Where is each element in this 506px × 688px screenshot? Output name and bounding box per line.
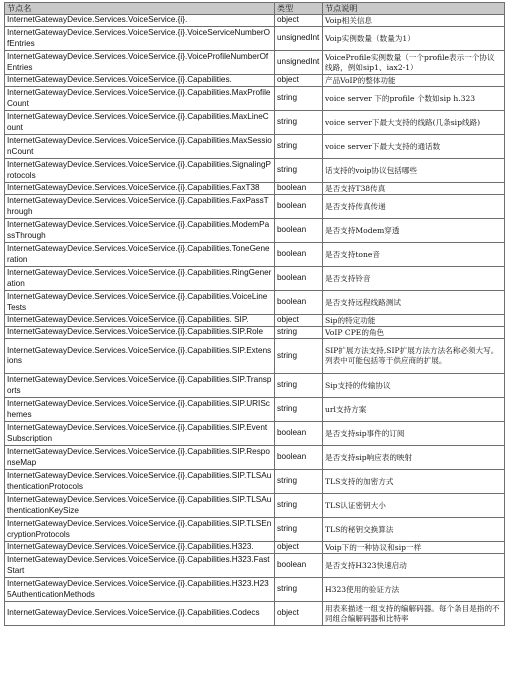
type-cell: string <box>275 578 323 602</box>
table-row <box>5 315 505 327</box>
node-name-cell: InternetGatewayDevice.Services.VoiceService.{i}.Capabilities.ToneGeneration <box>5 243 275 267</box>
table-row <box>5 578 505 602</box>
node-name-cell: InternetGatewayDevice.Services.VoiceService.{i}.Capabilities.H323.H235AuthenticationMethods <box>5 578 275 602</box>
type-cell: boolean <box>275 267 323 291</box>
type-cell: string <box>275 494 323 518</box>
table-row <box>5 398 505 422</box>
type-cell: unsignedInt <box>275 51 323 75</box>
node-name-cell: InternetGatewayDevice.Services.VoiceService.{i}.Capabilities.SIP.ResponseMap <box>5 446 275 470</box>
node-name-cell: InternetGatewayDevice.Services.VoiceService.{i}.VoiceProfileNumberOfEntries <box>5 51 275 75</box>
node-name-cell: InternetGatewayDevice.Services.VoiceService.{i}.Capabilities.SIP.Transports <box>5 374 275 398</box>
node-name-cell: InternetGatewayDevice.Services.VoiceService.{i}.Capabilities.SignalingProtocols <box>5 159 275 183</box>
table-row <box>5 291 505 315</box>
node-name-cell: InternetGatewayDevice.Services.VoiceService.{i}.VoiceServiceNumberOfEntries <box>5 27 275 51</box>
description-cell: 是否支持远程线路测试 <box>323 291 505 315</box>
description-cell: TLS的秘钥交换算法 <box>323 518 505 542</box>
table-row <box>5 327 505 339</box>
node-name-cell: InternetGatewayDevice.Services.VoiceService.{i}.Capabilities.RingGeneration <box>5 267 275 291</box>
table-row <box>5 135 505 159</box>
node-table <box>4 2 505 626</box>
type-cell: boolean <box>275 195 323 219</box>
description-cell: 是否支持sip响应表的映射 <box>323 446 505 470</box>
description-cell: 是否支持传真传递 <box>323 195 505 219</box>
type-cell: boolean <box>275 243 323 267</box>
type-cell: string <box>275 518 323 542</box>
node-name-cell: InternetGatewayDevice.Services.VoiceService.{i}.Capabilities.SIP.Role <box>5 327 275 339</box>
type-cell: string <box>275 374 323 398</box>
description-cell: 是否支持tone音 <box>323 243 505 267</box>
table-row <box>5 518 505 542</box>
type-cell: boolean <box>275 446 323 470</box>
type-cell: string <box>275 327 323 339</box>
header-node-name: 节点名 <box>5 3 275 15</box>
description-cell: SIP扩展方法支持,SIP扩展方法方法名称必须大写。列表中可能包括等于供应商的扩展。 <box>323 339 505 374</box>
type-cell: string <box>275 339 323 374</box>
type-cell: object <box>275 75 323 87</box>
node-name-cell: InternetGatewayDevice.Services.VoiceService.{i}. <box>5 15 275 27</box>
description-cell: 是否支持Modem穿透 <box>323 219 505 243</box>
description-cell: 产品VoIP的整体功能 <box>323 75 505 87</box>
table-row <box>5 422 505 446</box>
description-cell: Voip下的一种协议和sip一样 <box>323 542 505 554</box>
type-cell: object <box>275 15 323 27</box>
type-cell: boolean <box>275 554 323 578</box>
table-row <box>5 267 505 291</box>
type-cell: boolean <box>275 219 323 243</box>
description-cell: VoiceProfile实例数量（一个profile表示一个协议线路，例如sip1、iax2-1） <box>323 51 505 75</box>
table-row <box>5 27 505 51</box>
node-name-cell: InternetGatewayDevice.Services.VoiceService.{i}.Capabilities.SIP.TLSAuthenticationProtocols <box>5 470 275 494</box>
node-name-cell: InternetGatewayDevice.Services.VoiceService.{i}.Capabilities. <box>5 75 275 87</box>
node-name-cell: InternetGatewayDevice.Services.VoiceService.{i}.Capabilities.SIP.TLSAuthenticationKeySize <box>5 494 275 518</box>
node-name-cell: InternetGatewayDevice.Services.VoiceService.{i}.Capabilities.MaxLineCount <box>5 111 275 135</box>
description-cell: voice server下最大支持的通话数 <box>323 135 505 159</box>
description-cell: TLS认证密钥大小 <box>323 494 505 518</box>
table-row <box>5 243 505 267</box>
table-row <box>5 159 505 183</box>
description-cell: 是否支持铃音 <box>323 267 505 291</box>
type-cell: string <box>275 470 323 494</box>
table-row <box>5 339 505 374</box>
table-row <box>5 195 505 219</box>
type-cell: object <box>275 542 323 554</box>
node-name-cell: InternetGatewayDevice.Services.VoiceService.{i}.Capabilities.MaxSessionCount <box>5 135 275 159</box>
node-name-cell: InternetGatewayDevice.Services.VoiceService.{i}.Capabilities.FaxPassThrough <box>5 195 275 219</box>
header-type: 类型 <box>275 3 323 15</box>
description-cell: Sip支持的传输协议 <box>323 374 505 398</box>
type-cell: string <box>275 111 323 135</box>
table-row <box>5 87 505 111</box>
type-cell: boolean <box>275 422 323 446</box>
description-cell: 是否支持T38传真 <box>323 183 505 195</box>
node-name-cell: InternetGatewayDevice.Services.VoiceService.{i}.Capabilities.H323.FastStart <box>5 554 275 578</box>
table-row <box>5 494 505 518</box>
description-cell: 用表来描述一组支持的编解码器。每个条目是指的不同组合编解码器和比特率 <box>323 602 505 626</box>
node-name-cell: InternetGatewayDevice.Services.VoiceService.{i}.Capabilities.SIP.URISchemes <box>5 398 275 422</box>
description-cell: 话支持的voip协议包括哪些 <box>323 159 505 183</box>
table-row <box>5 111 505 135</box>
table-row <box>5 602 505 626</box>
type-cell: boolean <box>275 183 323 195</box>
table-header-row <box>5 3 505 15</box>
type-cell: object <box>275 602 323 626</box>
description-cell: 是否支持sip事件的订阅 <box>323 422 505 446</box>
node-name-cell: InternetGatewayDevice.Services.VoiceService.{i}.Capabilities.H323. <box>5 542 275 554</box>
description-cell: url支持方案 <box>323 398 505 422</box>
node-name-cell: InternetGatewayDevice.Services.VoiceService.{i}.Capabilities.SIP.TLSEncryptionProtocols <box>5 518 275 542</box>
type-cell: unsignedInt <box>275 27 323 51</box>
table-row <box>5 183 505 195</box>
table-row <box>5 51 505 75</box>
node-name-cell: InternetGatewayDevice.Services.VoiceService.{i}.Capabilities.SIP.Extensions <box>5 339 275 374</box>
table-row <box>5 75 505 87</box>
node-name-cell: InternetGatewayDevice.Services.VoiceService.{i}.Capabilities.VoiceLineTests <box>5 291 275 315</box>
type-cell: string <box>275 135 323 159</box>
header-description: 节点说明 <box>323 3 505 15</box>
type-cell: string <box>275 159 323 183</box>
description-cell: Sip的特定功能 <box>323 315 505 327</box>
node-name-cell: InternetGatewayDevice.Services.VoiceService.{i}.Capabilities. SIP. <box>5 315 275 327</box>
table-row <box>5 542 505 554</box>
node-name-cell: InternetGatewayDevice.Services.VoiceService.{i}.Capabilities.MaxProfileCount <box>5 87 275 111</box>
type-cell: boolean <box>275 291 323 315</box>
node-name-cell: InternetGatewayDevice.Services.VoiceService.{i}.Capabilities.SIP.EventSubscription <box>5 422 275 446</box>
description-cell: H323使用的验证方法 <box>323 578 505 602</box>
node-name-cell: InternetGatewayDevice.Services.VoiceService.{i}.Capabilities.ModemPassThrough <box>5 219 275 243</box>
type-cell: string <box>275 398 323 422</box>
table-row <box>5 374 505 398</box>
description-cell: voice server下最大支持的线路(几条sip线路) <box>323 111 505 135</box>
description-cell: TLS支持的加密方式 <box>323 470 505 494</box>
table-row <box>5 219 505 243</box>
description-cell: VoIP CPE的角色 <box>323 327 505 339</box>
table-row <box>5 470 505 494</box>
table-row <box>5 446 505 470</box>
description-cell: voice server 下的profile 个数如sip h.323 <box>323 87 505 111</box>
description-cell: 是否支持H323快速启动 <box>323 554 505 578</box>
table-body <box>5 15 505 626</box>
node-name-cell: InternetGatewayDevice.Services.VoiceService.{i}.Capabilities.Codecs <box>5 602 275 626</box>
description-cell: Voip相关信息 <box>323 15 505 27</box>
description-cell: Voip实例数量（数量为1） <box>323 27 505 51</box>
type-cell: object <box>275 315 323 327</box>
table-row <box>5 15 505 27</box>
table-row <box>5 554 505 578</box>
type-cell: string <box>275 87 323 111</box>
node-name-cell: InternetGatewayDevice.Services.VoiceService.{i}.Capabilities.FaxT38 <box>5 183 275 195</box>
